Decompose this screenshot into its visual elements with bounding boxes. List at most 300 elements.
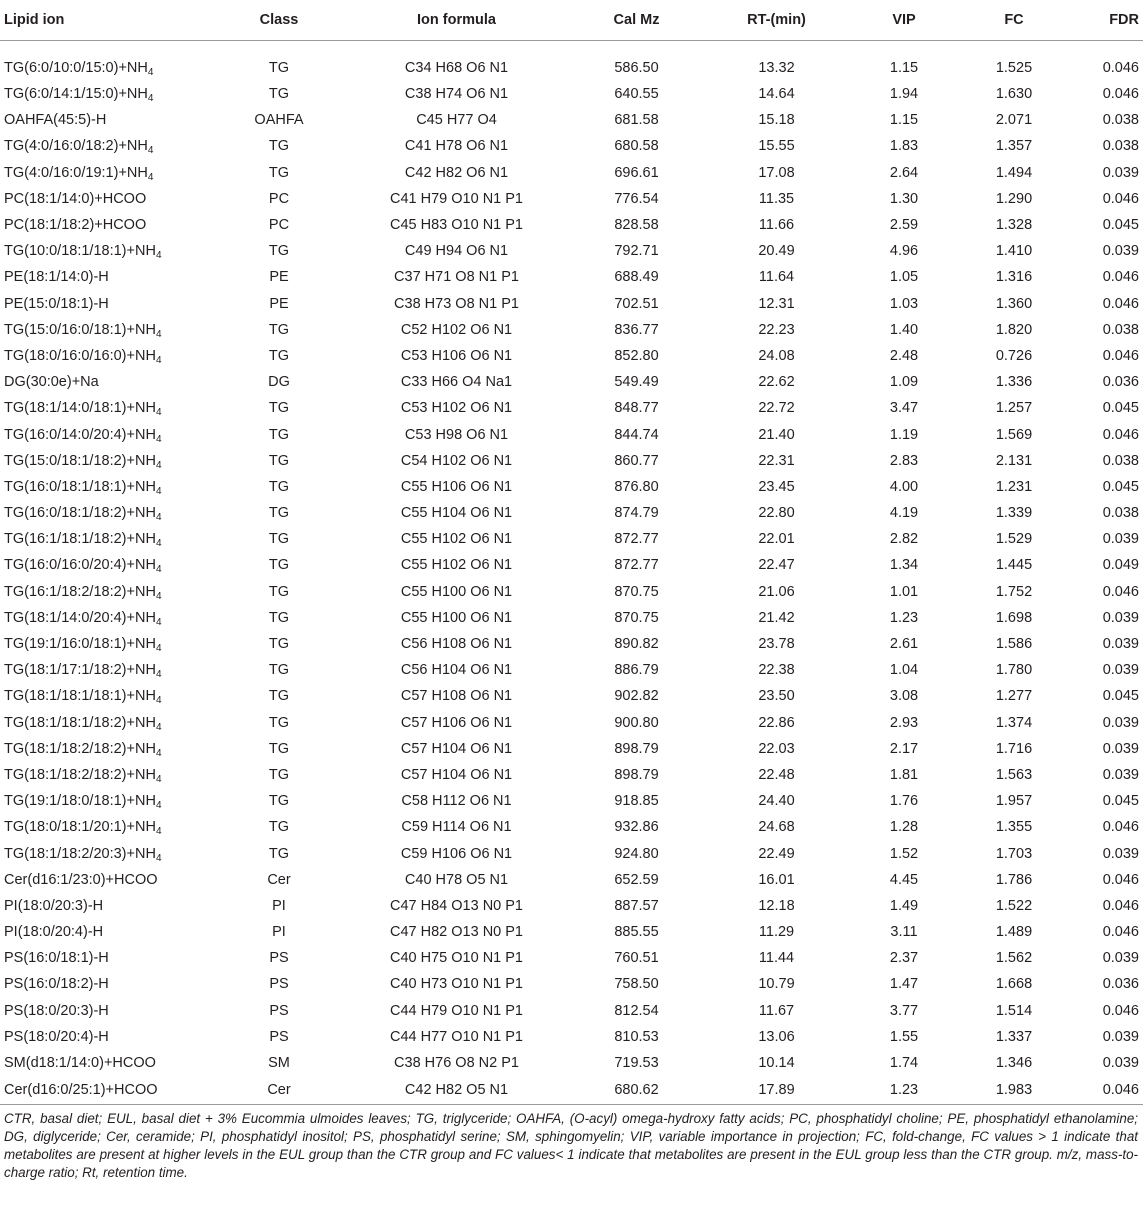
cell-ion-formula: C55 H104 O6 N1	[400, 505, 513, 522]
cell-fdr: 0.036	[1102, 374, 1139, 391]
cell-ion-formula: C42 H82 O5 N1	[344, 1076, 569, 1105]
cell-ion-formula: C41 H79 O10 N1 P1	[390, 190, 523, 207]
cell-fdr: 0.045	[1102, 478, 1139, 495]
cell-vip: 3.11	[890, 924, 918, 941]
cell-fc: 1.231	[995, 478, 1033, 495]
table-row	[0, 317, 1143, 343]
cell-cal-mz: 696.61	[614, 164, 659, 181]
cell-vip: 2.59	[889, 217, 919, 234]
table-row	[0, 631, 1143, 657]
cell-cal-mz: 758.50	[614, 976, 659, 993]
cell-class: Cer	[267, 871, 291, 888]
table-row	[0, 579, 1143, 605]
cell-fc: 1.494	[995, 164, 1033, 181]
cell-rt: 22.49	[758, 845, 795, 862]
table-row	[0, 1024, 1143, 1050]
table-body	[0, 41, 1143, 1105]
cell-lipid-ion	[0, 500, 214, 526]
table-row	[0, 605, 1143, 631]
lipid-ion-name: TG(18:1/14:0/18:1)+NH	[4, 400, 156, 417]
cell-fdr: 0.046	[1102, 897, 1139, 914]
cell-fdr: 0.046	[1069, 1076, 1143, 1105]
lipid-ion-name: TG(18:1/18:2/20:3)+NH	[4, 845, 156, 862]
lipid-ion-name: PS(18:0/20:4)-H	[4, 1028, 109, 1045]
cell-lipid-ion	[0, 1024, 214, 1050]
cell-lipid-ion	[0, 160, 214, 186]
cell-ion-formula: C55 H100 O6 N1	[400, 609, 513, 626]
cell-lipid-ion	[0, 814, 214, 840]
cell-class: TG	[268, 845, 290, 862]
cell-vip: 1.47	[889, 976, 919, 993]
cell-fc: 1.522	[995, 897, 1033, 914]
cell-class: TG	[268, 609, 290, 626]
cell-rt: 22.01	[758, 531, 795, 548]
cell-cal-mz: 870.75	[614, 583, 659, 600]
lipid-ion-name: TG(15:0/16:0/18:1)+NH	[4, 321, 156, 338]
table-row	[0, 395, 1143, 421]
cell-lipid-ion	[0, 238, 214, 264]
lipid-ion-subscript: 4	[147, 93, 154, 105]
cell-lipid-ion	[0, 867, 214, 893]
cell-class: TG	[268, 164, 290, 181]
lipid-ion-name: TG(6:0/14:1/15:0)+NH	[4, 86, 148, 103]
cell-class: PS	[269, 950, 289, 967]
cell-ion-formula: C59 H106 O6 N1	[400, 845, 513, 862]
cell-class: TG	[268, 740, 290, 757]
cell-rt: 11.35	[758, 190, 795, 207]
lipid-ion-name: TG(16:1/18:1/18:2)+NH	[4, 531, 156, 548]
cell-cal-mz: 924.80	[614, 845, 659, 862]
cell-rt: 11.29	[758, 924, 795, 941]
cell-fc: 1.668	[995, 976, 1033, 993]
cell-ion-formula: C55 H102 O6 N1	[400, 531, 513, 548]
table-row	[0, 1076, 1143, 1105]
cell-rt: 22.31	[758, 452, 795, 469]
cell-vip: 1.05	[889, 269, 919, 286]
cell-cal-mz: 549.49	[614, 374, 659, 391]
cell-fc: 1.569	[995, 426, 1033, 443]
cell-cal-mz: 848.77	[614, 400, 659, 417]
cell-cal-mz: 719.53	[614, 1055, 659, 1072]
cell-cal-mz: 885.55	[614, 924, 659, 941]
cell-rt: 23.78	[758, 636, 795, 653]
cell-fc: 1.957	[995, 793, 1033, 810]
table-row	[0, 526, 1143, 552]
cell-fc: 1.716	[995, 740, 1033, 757]
cell-fc: 1.357	[995, 138, 1033, 155]
lipid-ion-name: TG(18:0/18:1/20:1)+NH	[4, 819, 156, 836]
lipid-ion-name: TG(16:0/18:1/18:1)+NH	[4, 478, 156, 495]
lipid-ion-subscript: 4	[155, 354, 162, 366]
cell-fc: 1.586	[995, 636, 1033, 653]
cell-fdr: 0.049	[1102, 557, 1139, 574]
lipid-ion-name: TG(16:0/18:1/18:2)+NH	[4, 505, 156, 522]
table-row	[0, 291, 1143, 317]
cell-fc: 1.290	[995, 190, 1033, 207]
cell-rt: 23.45	[758, 478, 795, 495]
cell-class: TG	[268, 478, 290, 495]
cell-class: PC	[268, 217, 290, 234]
table-row	[0, 814, 1143, 840]
cell-fc: 1.374	[995, 714, 1033, 731]
table-row	[0, 945, 1143, 971]
cell-fc: 1.780	[995, 662, 1033, 679]
table-row	[0, 186, 1143, 212]
cell-fc: 1.346	[995, 1055, 1033, 1072]
lipid-ion-subscript: 4	[147, 145, 154, 157]
lipid-ion-name: DG(30:0e)+Na	[4, 374, 99, 391]
cell-fc: 1.703	[995, 845, 1033, 862]
cell-vip: 1.30	[889, 190, 919, 207]
cell-vip: 1.15	[889, 112, 919, 129]
cell-fc: 1.525	[995, 60, 1033, 76]
lipid-ion-subscript: 4	[155, 590, 162, 602]
cell-rt: 13.32	[758, 60, 795, 76]
cell-ion-formula: C55 H102 O6 N1	[400, 557, 513, 574]
lipid-ion-name: PI(18:0/20:4)-H	[4, 924, 104, 941]
table-row	[0, 762, 1143, 788]
cell-ion-formula: C40 H78 O5 N1	[404, 871, 509, 888]
cell-cal-mz: 887.57	[614, 897, 659, 914]
cell-fdr: 0.046	[1102, 347, 1139, 364]
cell-vip: 1.83	[889, 138, 919, 155]
lipid-ion-name: TG(18:0/16:0/16:0)+NH	[4, 347, 156, 364]
cell-lipid-ion	[0, 683, 214, 709]
header-class: Class	[214, 0, 344, 41]
lipid-ion-subscript: 4	[147, 171, 154, 183]
cell-ion-formula: C37 H71 O8 N1 P1	[394, 269, 519, 286]
cell-lipid-ion	[0, 291, 214, 317]
lipid-ion-name: TG(18:1/18:2/18:2)+NH	[4, 740, 156, 757]
cell-rt: 12.18	[758, 897, 795, 914]
cell-ion-formula: C47 H82 O13 N0 P1	[390, 924, 523, 941]
cell-class: TG	[268, 243, 290, 260]
table-row	[0, 500, 1143, 526]
table-row	[0, 474, 1143, 500]
cell-cal-mz: 810.53	[614, 1028, 659, 1045]
lipid-ion-name: TG(10:0/18:1/18:1)+NH	[4, 243, 156, 260]
header-fdr: FDR	[1069, 0, 1143, 41]
cell-rt: 15.18	[758, 112, 795, 129]
cell-lipid-ion	[0, 945, 214, 971]
cell-cal-mz: 586.50	[614, 60, 659, 76]
cell-cal-mz: 918.85	[614, 793, 659, 810]
cell-cal-mz: 876.80	[614, 478, 659, 495]
table-row	[0, 1050, 1143, 1076]
cell-class: TG	[268, 138, 290, 155]
cell-cal-mz: 702.51	[614, 295, 659, 312]
cell-vip: 2.93	[889, 714, 919, 731]
lipid-ion-name: PI(18:0/20:3)-H	[4, 897, 104, 914]
lipid-ion-name: TG(16:1/18:2/18:2)+NH	[4, 583, 156, 600]
cell-class: PS	[269, 976, 289, 993]
lipid-ion-name: PS(16:0/18:2)-H	[4, 976, 109, 993]
cell-ion-formula: C56 H104 O6 N1	[400, 662, 513, 679]
cell-fdr: 0.045	[1102, 217, 1139, 234]
cell-ion-formula: C33 H66 O4 Na1	[400, 374, 513, 391]
cell-vip: 1.81	[889, 766, 919, 783]
cell-fdr: 0.046	[1102, 295, 1139, 312]
cell-lipid-ion	[0, 448, 214, 474]
cell-fc: 1.337	[995, 1028, 1033, 1045]
cell-class: PI	[272, 897, 286, 914]
cell-ion-formula: C57 H106 O6 N1	[400, 714, 513, 731]
cell-fdr: 0.039	[1102, 531, 1139, 548]
cell-vip: 1.52	[889, 845, 919, 862]
cell-rt: 21.42	[758, 609, 795, 626]
lipid-ion-name: TG(18:1/18:1/18:1)+NH	[4, 688, 156, 705]
cell-rt: 17.08	[758, 164, 795, 181]
cell-rt: 23.50	[758, 688, 795, 705]
lipid-ion-subscript: 4	[155, 433, 162, 445]
cell-rt: 11.67	[758, 1002, 795, 1019]
cell-vip: 1.49	[889, 897, 919, 914]
cell-rt: 17.89	[704, 1076, 849, 1105]
cell-fc: 1.563	[995, 766, 1033, 783]
cell-vip: 3.47	[889, 400, 919, 417]
cell-fdr: 0.046	[1102, 190, 1139, 207]
lipid-ion-name: TG(4:0/16:0/19:1)+NH	[4, 164, 148, 181]
cell-rt: 16.01	[758, 871, 795, 888]
cell-ion-formula: C52 H102 O6 N1	[400, 321, 513, 338]
cell-cal-mz: 812.54	[614, 1002, 659, 1019]
cell-class: TG	[268, 583, 290, 600]
cell-fdr: 0.039	[1102, 243, 1139, 260]
lipid-ion-subscript: 4	[155, 721, 162, 733]
cell-lipid-ion	[0, 998, 214, 1024]
cell-vip: 1.34	[889, 557, 919, 574]
cell-vip: 2.37	[889, 950, 919, 967]
cell-fc: 1.410	[995, 243, 1033, 260]
cell-fc: 1.257	[995, 400, 1033, 417]
cell-lipid-ion	[0, 710, 214, 736]
table-row	[0, 81, 1143, 107]
cell-vip: 2.64	[889, 164, 919, 181]
cell-vip: 2.61	[889, 636, 919, 653]
cell-fdr: 0.038	[1102, 505, 1139, 522]
cell-cal-mz: 852.80	[614, 347, 659, 364]
cell-lipid-ion	[0, 1050, 214, 1076]
cell-ion-formula: C53 H106 O6 N1	[400, 347, 513, 364]
cell-ion-formula: C42 H82 O6 N1	[404, 164, 509, 181]
lipid-ion-subscript: 4	[155, 747, 162, 759]
table-row	[0, 264, 1143, 290]
cell-lipid-ion	[0, 1076, 214, 1105]
cell-vip: 4.19	[889, 505, 919, 522]
cell-ion-formula: C38 H74 O6 N1	[404, 86, 509, 103]
cell-rt: 11.44	[758, 950, 795, 967]
cell-rt: 14.64	[758, 86, 795, 103]
cell-fdr: 0.036	[1102, 976, 1139, 993]
table-row	[0, 552, 1143, 578]
cell-rt: 22.03	[758, 740, 795, 757]
cell-fc: 1.316	[995, 269, 1033, 286]
cell-fdr: 0.045	[1102, 400, 1139, 417]
cell-vip: 4.45	[889, 871, 919, 888]
cell-cal-mz: 776.54	[614, 190, 659, 207]
cell-ion-formula: C57 H104 O6 N1	[400, 766, 513, 783]
cell-cal-mz: 898.79	[614, 766, 659, 783]
cell-lipid-ion	[0, 971, 214, 997]
header-vip: VIP	[849, 0, 959, 41]
table-row	[0, 840, 1143, 866]
header-rt-min: RT-(min)	[704, 0, 849, 41]
lipid-ion-name: TG(19:1/18:0/18:1)+NH	[4, 793, 156, 810]
cell-lipid-ion	[0, 264, 214, 290]
cell-cal-mz: 874.79	[614, 505, 659, 522]
cell-fdr: 0.039	[1102, 609, 1139, 626]
header-ion-formula: Ion formula	[344, 0, 569, 41]
lipid-ion-subscript: 4	[155, 800, 162, 812]
cell-rt: 22.72	[758, 400, 795, 417]
cell-lipid-ion	[0, 526, 214, 552]
lipid-ion-subscript: 4	[155, 485, 162, 497]
cell-class: TG	[268, 531, 290, 548]
cell-fdr: 0.039	[1102, 636, 1139, 653]
lipid-ion-name: TG(16:0/14:0/20:4)+NH	[4, 426, 156, 443]
cell-class: TG	[268, 60, 290, 76]
cell-fdr: 0.046	[1102, 583, 1139, 600]
cell-rt: 12.31	[758, 295, 795, 312]
table-row	[0, 683, 1143, 709]
cell-class: TG	[268, 86, 290, 103]
cell-cal-mz: 680.62	[569, 1076, 704, 1105]
cell-fc: 2.131	[995, 452, 1033, 469]
cell-cal-mz: 890.82	[614, 636, 659, 653]
table-row	[0, 107, 1143, 133]
cell-ion-formula: C58 H112 O6 N1	[401, 793, 512, 810]
header-cal-mz: Cal Mz	[569, 0, 704, 41]
cell-cal-mz: 932.86	[614, 819, 659, 836]
cell-class: TG	[268, 452, 290, 469]
cell-lipid-ion	[0, 81, 214, 107]
cell-cal-mz: 900.80	[614, 714, 659, 731]
cell-vip: 1.09	[889, 374, 919, 391]
cell-fdr: 0.038	[1102, 452, 1139, 469]
cell-ion-formula: C59 H114 O6 N1	[401, 819, 512, 836]
cell-lipid-ion	[0, 605, 214, 631]
cell-ion-formula: C40 H73 O10 N1 P1	[390, 976, 523, 993]
lipid-ion-name: TG(19:1/16:0/18:1)+NH	[4, 636, 156, 653]
table-row	[0, 421, 1143, 447]
lipid-ion-subscript: 4	[155, 852, 162, 864]
cell-fc: 1.445	[995, 557, 1033, 574]
cell-ion-formula: C47 H84 O13 N0 P1	[390, 897, 523, 914]
cell-class: OAHFA	[254, 112, 304, 129]
lipid-ion-name: PE(18:1/14:0)-H	[4, 269, 109, 286]
cell-cal-mz: 640.55	[614, 86, 659, 103]
cell-class: TG	[268, 662, 290, 679]
cell-cal-mz: 688.49	[614, 269, 659, 286]
cell-ion-formula: C41 H78 O6 N1	[404, 138, 509, 155]
header-lipid-ion: Lipid ion	[0, 0, 214, 41]
table-header-row	[0, 0, 1143, 41]
cell-ion-formula: C38 H73 O8 N1 P1	[394, 295, 519, 312]
lipid-ion-name: TG(15:0/18:1/18:2)+NH	[4, 452, 156, 469]
lipid-ion-subscript: 4	[155, 669, 162, 681]
lipid-ion-subscript: 4	[155, 512, 162, 524]
cell-cal-mz: 870.75	[614, 609, 659, 626]
cell-ion-formula: C55 H100 O6 N1	[400, 583, 513, 600]
cell-class: TG	[268, 636, 290, 653]
cell-vip: 1.28	[889, 819, 919, 836]
cell-rt: 11.66	[758, 217, 795, 234]
table-row	[0, 867, 1143, 893]
cell-class: PI	[272, 924, 286, 941]
cell-cal-mz: 836.77	[614, 321, 659, 338]
cell-fc: 1.562	[995, 950, 1033, 967]
lipid-ion-name: TG(4:0/16:0/18:2)+NH	[4, 138, 148, 155]
cell-fdr: 0.039	[1102, 164, 1139, 181]
cell-lipid-ion	[0, 919, 214, 945]
table-row	[0, 919, 1143, 945]
cell-rt: 13.06	[758, 1028, 795, 1045]
cell-vip: 3.77	[889, 1002, 919, 1019]
cell-ion-formula: C56 H108 O6 N1	[400, 636, 513, 653]
table-row	[0, 893, 1143, 919]
cell-lipid-ion	[0, 317, 214, 343]
lipid-ion-name: SM(d18:1/14:0)+HCOO	[4, 1055, 156, 1072]
lipid-ion-name: PE(15:0/18:1)-H	[4, 295, 109, 312]
cell-lipid-ion	[0, 788, 214, 814]
lipid-ion-subscript: 4	[155, 695, 162, 707]
cell-ion-formula: C44 H77 O10 N1 P1	[390, 1028, 523, 1045]
cell-cal-mz: 844.74	[614, 426, 659, 443]
cell-cal-mz: 898.79	[614, 740, 659, 757]
cell-fdr: 0.039	[1102, 662, 1139, 679]
lipid-ion-subscript: 4	[155, 328, 162, 340]
cell-vip: 1.04	[889, 662, 919, 679]
lipid-ion-subscript: 4	[155, 250, 162, 262]
cell-fdr: 0.046	[1102, 924, 1139, 941]
cell-vip: 1.03	[889, 295, 919, 312]
cell-cal-mz: 680.58	[614, 138, 659, 155]
cell-fdr: 0.039	[1102, 950, 1139, 967]
cell-rt: 15.55	[758, 138, 795, 155]
cell-vip: 2.83	[889, 452, 919, 469]
cell-vip: 1.23	[889, 609, 919, 626]
cell-fc: 1.336	[995, 374, 1033, 391]
lipid-ion-name: OAHFA(45:5)-H	[4, 112, 107, 129]
cell-fc: 2.071	[995, 112, 1033, 129]
cell-lipid-ion	[0, 631, 214, 657]
cell-rt: 21.40	[758, 426, 795, 443]
cell-cal-mz: 860.77	[614, 452, 659, 469]
cell-class: TG	[268, 557, 290, 574]
cell-rt: 22.86	[758, 714, 795, 731]
cell-vip: 1.15	[889, 60, 919, 76]
table-row	[0, 238, 1143, 264]
cell-fdr: 0.046	[1102, 426, 1139, 443]
cell-ion-formula: C40 H75 O10 N1 P1	[390, 950, 523, 967]
cell-vip: 4.00	[889, 478, 919, 495]
cell-ion-formula: C54 H102 O6 N1	[400, 452, 513, 469]
cell-fc: 1.529	[995, 531, 1033, 548]
cell-rt: 22.62	[758, 374, 795, 391]
cell-lipid-ion	[0, 474, 214, 500]
cell-lipid-ion	[0, 579, 214, 605]
lipid-ion-name: TG(18:1/14:0/20:4)+NH	[4, 609, 156, 626]
cell-fdr: 0.039	[1102, 845, 1139, 862]
cell-vip: 1.40	[889, 321, 919, 338]
cell-fdr: 0.038	[1102, 112, 1139, 129]
table-row	[0, 736, 1143, 762]
lipid-ion-name: TG(18:1/17:1/18:2)+NH	[4, 662, 156, 679]
cell-lipid-ion	[0, 212, 214, 238]
cell-vip: 4.96	[889, 243, 919, 260]
cell-lipid-ion	[0, 762, 214, 788]
cell-lipid-ion	[0, 893, 214, 919]
